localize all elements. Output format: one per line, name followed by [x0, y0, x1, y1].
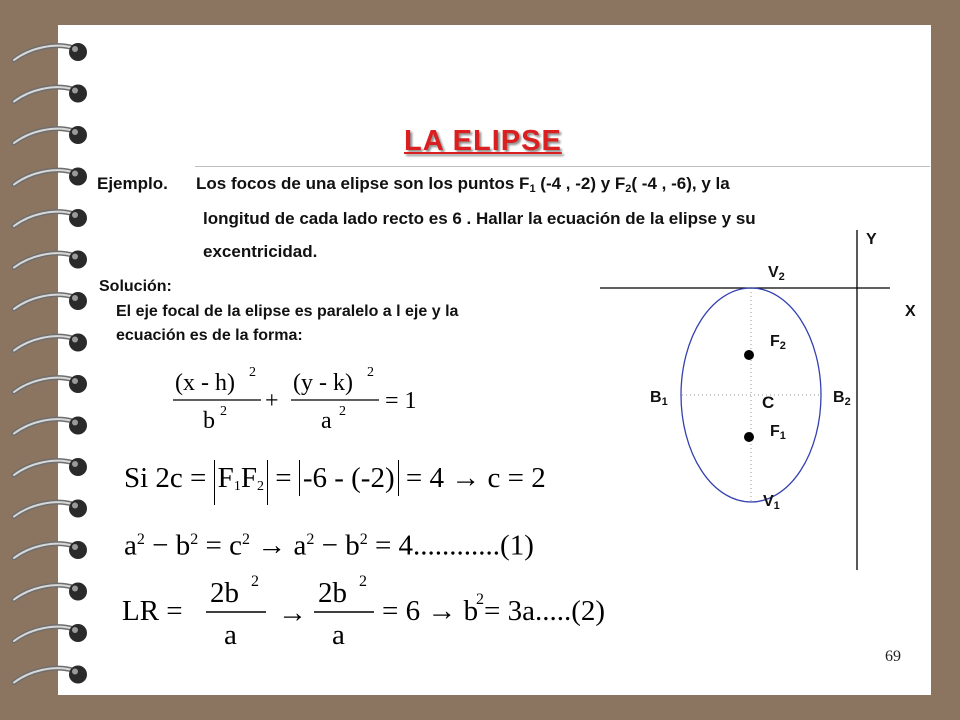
spiral-hole-shine	[72, 461, 78, 467]
f4-num2: 2b	[318, 577, 347, 609]
f3-c-exp: 2	[241, 531, 250, 548]
f2-text-b: =	[275, 462, 292, 494]
example-line-2: longitud de cada lado recto es 6 . Hallar la ecuación de la elipse y su	[203, 209, 756, 228]
covertex-b2-label	[833, 389, 851, 408]
b2-main: B	[833, 389, 845, 406]
std-num2-exp: 2	[367, 365, 374, 380]
focus-f2-label	[770, 333, 786, 352]
f2-main: F	[770, 333, 780, 350]
std-num2: (y - k)	[293, 370, 353, 396]
vertex-v1-label	[763, 493, 780, 512]
f4-rest2: = 3a.....(2)	[484, 595, 606, 627]
std-den1-exp: 2	[220, 404, 227, 419]
spiral-hole	[69, 292, 87, 310]
f4-arrow: →	[278, 597, 307, 629]
focus-f2-point	[744, 350, 754, 360]
spiral-hole	[69, 334, 87, 352]
example-line1-sub2: 2	[625, 183, 632, 195]
spiral-hole	[69, 458, 87, 476]
f3-e: − b	[314, 529, 360, 562]
example-line1-a: Los focos de una elipse son los puntos F	[196, 174, 530, 193]
spiral-hole	[69, 168, 87, 186]
f3-a: a	[124, 529, 137, 562]
b1-main: B	[650, 389, 662, 406]
center-c-label: C	[762, 393, 775, 412]
b1-sub: 1	[661, 396, 668, 408]
std-den2: a	[321, 408, 332, 434]
spiral-hole	[69, 666, 87, 684]
f4-num1-exp: 2	[251, 573, 259, 590]
f3-b: − b	[144, 529, 191, 562]
example-line-3: excentricidad.	[203, 242, 318, 261]
formula-latus-rectum	[120, 568, 606, 658]
f4-lr: LR =	[122, 595, 183, 627]
v1-main: V	[763, 493, 774, 510]
f4-den2: a	[332, 619, 345, 651]
f2-abs1: F	[217, 462, 234, 494]
spiral-hole	[69, 126, 87, 144]
formula-relation	[124, 520, 534, 566]
spiral-hole-shine	[72, 171, 78, 177]
example-line-1	[196, 174, 730, 195]
f2-abs1-sub: 1	[233, 479, 241, 494]
example-line1-c: ( -4 , -6), y la	[631, 174, 730, 193]
focus-f1-point	[744, 432, 754, 442]
std-num1-exp: 2	[249, 365, 256, 380]
spiral-hole-shine	[72, 503, 78, 509]
f4-rest: = 6 → b	[382, 595, 479, 627]
f2-abs-inner: -6 - (-2)	[299, 460, 399, 496]
spiral-hole	[69, 251, 87, 269]
spiral-hole	[69, 500, 87, 518]
f3-d: → a	[249, 529, 307, 562]
std-den1: b	[203, 408, 215, 434]
spiral-hole-shine	[72, 46, 78, 52]
spiral-hole	[69, 541, 87, 559]
f4-num2-exp: 2	[359, 573, 367, 590]
example-label: Ejemplo.	[97, 174, 168, 193]
spiral-hole-shine	[72, 295, 78, 301]
f4-num1: 2b	[210, 577, 239, 609]
f3-c: = c	[198, 529, 242, 562]
v1-sub: 1	[773, 500, 780, 512]
spiral-hole-shine	[72, 212, 78, 218]
v2-sub: 2	[778, 271, 785, 283]
std-plus: +	[265, 388, 279, 414]
f2-abs2: F	[240, 462, 257, 494]
spiral-hole	[69, 85, 87, 103]
f2-text-c: = 4 → c = 2	[405, 462, 546, 494]
slide-title: LA ELIPSE	[404, 125, 562, 157]
covertex-b1-label	[650, 389, 668, 408]
spiral-hole	[69, 624, 87, 642]
vertex-v2-label	[768, 264, 785, 283]
spiral-hole-shine	[72, 627, 78, 633]
spiral-hole-shine	[72, 586, 78, 592]
f1-sub: 1	[779, 430, 786, 442]
std-rhs: = 1	[385, 388, 417, 414]
f2-sub: 2	[779, 340, 786, 352]
spiral-hole	[69, 43, 87, 61]
f4-den1: a	[224, 619, 237, 651]
example-line1-b: (-4 , -2) y F	[535, 174, 626, 193]
spiral-hole	[69, 583, 87, 601]
f2-abs-f1f2	[214, 460, 268, 505]
example-line1-sub1: 1	[529, 183, 536, 195]
f2-abs2-sub: 2	[256, 479, 264, 494]
spiral-binding	[0, 0, 110, 720]
std-num1: (x - h)	[175, 370, 235, 396]
spiral-hole-shine	[72, 254, 78, 260]
solution-line-1: El eje focal de la elipse es paralelo a l eje y la	[116, 303, 459, 320]
f1-main: F	[770, 423, 780, 440]
std-den2-exp: 2	[339, 404, 346, 419]
solution-line-2: ecuación es de la forma:	[116, 327, 303, 344]
f4-rest-exp: 2	[476, 591, 484, 608]
f3-d-exp: 2	[306, 531, 315, 548]
solution-label: Solución:	[99, 278, 172, 295]
spiral-hole-shine	[72, 420, 78, 426]
spiral-hole-shine	[72, 378, 78, 384]
y-axis-label: Y	[866, 231, 877, 248]
spiral-hole	[69, 417, 87, 435]
f3-a-exp: 2	[136, 531, 145, 548]
formula-standard-form	[165, 360, 445, 440]
page-number: 69	[885, 648, 901, 665]
focus-f1-label	[770, 423, 786, 442]
title-divider	[195, 166, 930, 167]
f2-text-a: Si 2c =	[124, 462, 207, 494]
formula-focal-distance	[124, 458, 546, 505]
b2-sub: 2	[844, 396, 851, 408]
spiral-hole-shine	[72, 669, 78, 675]
f3-b-exp: 2	[190, 531, 199, 548]
spiral-hole-shine	[72, 337, 78, 343]
f3-e-exp: 2	[359, 531, 368, 548]
spiral-hole-shine	[72, 544, 78, 550]
v2-main: V	[768, 264, 779, 281]
x-axis-label: X	[905, 303, 916, 320]
spiral-hole-shine	[72, 88, 78, 94]
spiral-hole-shine	[72, 129, 78, 135]
spiral-hole	[69, 375, 87, 393]
f3-f: = 4............(1)	[367, 529, 534, 562]
spiral-hole	[69, 209, 87, 227]
